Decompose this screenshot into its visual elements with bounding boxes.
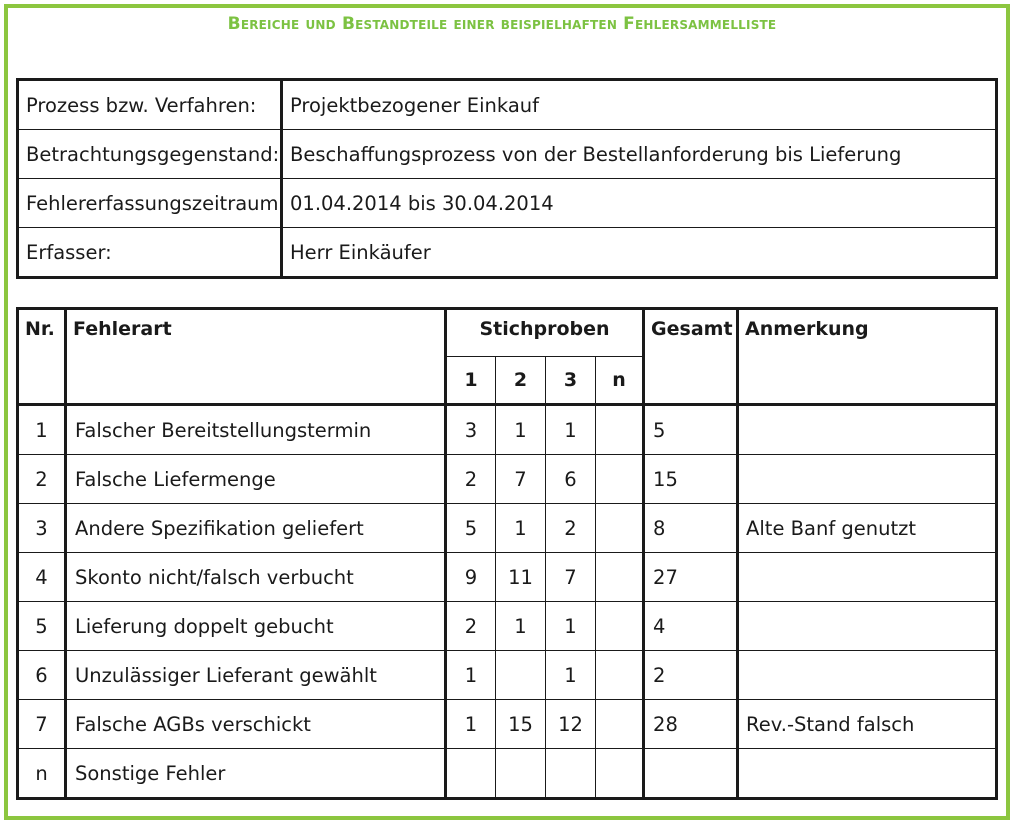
row-sample-3: 1 [546, 651, 596, 700]
info-key: Fehlererfassungszeitraum: [18, 179, 282, 228]
page-title: Bereiche und Bestandteile einer beispielhaften Fehlersammelliste [227, 14, 777, 34]
header-sample-3: 3 [546, 357, 596, 405]
row-number: 2 [18, 455, 66, 504]
row-sample-n [596, 602, 644, 651]
row-sample-3: 2 [546, 504, 596, 553]
table-row [18, 700, 997, 749]
row-anmerkung [738, 749, 997, 799]
header-sample-n: n [596, 357, 644, 405]
info-row [18, 179, 997, 228]
info-value: Projektbezogener Einkauf [282, 80, 997, 130]
info-value: Beschaffungsprozess von der Bestellanforderung bis Lieferung [282, 130, 997, 179]
row-sample-3: 6 [546, 455, 596, 504]
header-anmerkung: Anmerkung [738, 309, 997, 405]
row-fehlerart: Falsche AGBs verschickt [66, 700, 446, 749]
info-key: Prozess bzw. Verfahren: [18, 80, 282, 130]
row-sample-n [596, 504, 644, 553]
row-gesamt: 15 [644, 455, 738, 504]
row-anmerkung [738, 455, 997, 504]
info-value: Herr Einkäufer [282, 228, 997, 278]
row-sample-3: 12 [546, 700, 596, 749]
row-gesamt: 5 [644, 405, 738, 455]
row-anmerkung [738, 602, 997, 651]
row-sample-1: 5 [446, 504, 496, 553]
table-row [18, 602, 997, 651]
row-sample-n [596, 700, 644, 749]
row-number: 4 [18, 553, 66, 602]
info-key: Erfasser: [18, 228, 282, 278]
table-row [18, 405, 997, 455]
row-gesamt: 28 [644, 700, 738, 749]
row-gesamt: 2 [644, 651, 738, 700]
row-sample-2: 1 [496, 405, 546, 455]
row-sample-1 [446, 749, 496, 799]
row-sample-3: 1 [546, 602, 596, 651]
info-table [16, 78, 998, 279]
row-fehlerart: Andere Spezifikation geliefert [66, 504, 446, 553]
row-gesamt: 8 [644, 504, 738, 553]
row-sample-1: 1 [446, 651, 496, 700]
info-row [18, 130, 997, 179]
table-row [18, 553, 997, 602]
header-sample-2: 2 [496, 357, 546, 405]
row-number: n [18, 749, 66, 799]
info-key: Betrachtungsgegenstand: [18, 130, 282, 179]
row-number: 5 [18, 602, 66, 651]
row-sample-3: 7 [546, 553, 596, 602]
row-sample-3 [546, 749, 596, 799]
info-row [18, 228, 997, 278]
row-number: 3 [18, 504, 66, 553]
row-anmerkung [738, 651, 997, 700]
row-sample-1: 2 [446, 455, 496, 504]
row-gesamt: 27 [644, 553, 738, 602]
row-fehlerart: Lieferung doppelt gebucht [66, 602, 446, 651]
table-row [18, 749, 997, 799]
row-fehlerart: Sonstige Fehler [66, 749, 446, 799]
info-value: 01.04.2014 bis 30.04.2014 [282, 179, 997, 228]
row-sample-2 [496, 651, 546, 700]
row-number: 6 [18, 651, 66, 700]
row-fehlerart: Falscher Bereitstellungstermin [66, 405, 446, 455]
row-number: 1 [18, 405, 66, 455]
row-anmerkung: Alte Banf genutzt [738, 504, 997, 553]
row-sample-2: 11 [496, 553, 546, 602]
row-sample-2: 1 [496, 504, 546, 553]
table-row [18, 504, 997, 553]
row-sample-1: 3 [446, 405, 496, 455]
header-gesamt: Gesamt [644, 309, 738, 405]
row-sample-2: 7 [496, 455, 546, 504]
row-fehlerart: Skonto nicht/falsch verbucht [66, 553, 446, 602]
table-row [18, 455, 997, 504]
header-fehlerart: Fehlerart [66, 309, 446, 405]
header-nr: Nr. [18, 309, 66, 405]
row-anmerkung [738, 405, 997, 455]
row-sample-n [596, 553, 644, 602]
defects-table [16, 307, 998, 800]
row-sample-n [596, 455, 644, 504]
table-row [18, 651, 997, 700]
row-sample-2 [496, 749, 546, 799]
row-gesamt [644, 749, 738, 799]
row-sample-n [596, 651, 644, 700]
row-sample-1: 9 [446, 553, 496, 602]
header-sample-1: 1 [446, 357, 496, 405]
header-stichproben: Stichproben [446, 309, 644, 357]
row-sample-2: 1 [496, 602, 546, 651]
row-sample-n [596, 749, 644, 799]
row-sample-n [596, 405, 644, 455]
row-sample-2: 15 [496, 700, 546, 749]
row-gesamt: 4 [644, 602, 738, 651]
row-anmerkung [738, 553, 997, 602]
info-row [18, 80, 997, 130]
row-number: 7 [18, 700, 66, 749]
row-fehlerart: Falsche Liefermenge [66, 455, 446, 504]
row-sample-1: 1 [446, 700, 496, 749]
row-fehlerart: Unzulässiger Lieferant gewählt [66, 651, 446, 700]
row-sample-1: 2 [446, 602, 496, 651]
row-sample-3: 1 [546, 405, 596, 455]
row-anmerkung: Rev.-Stand falsch [738, 700, 997, 749]
